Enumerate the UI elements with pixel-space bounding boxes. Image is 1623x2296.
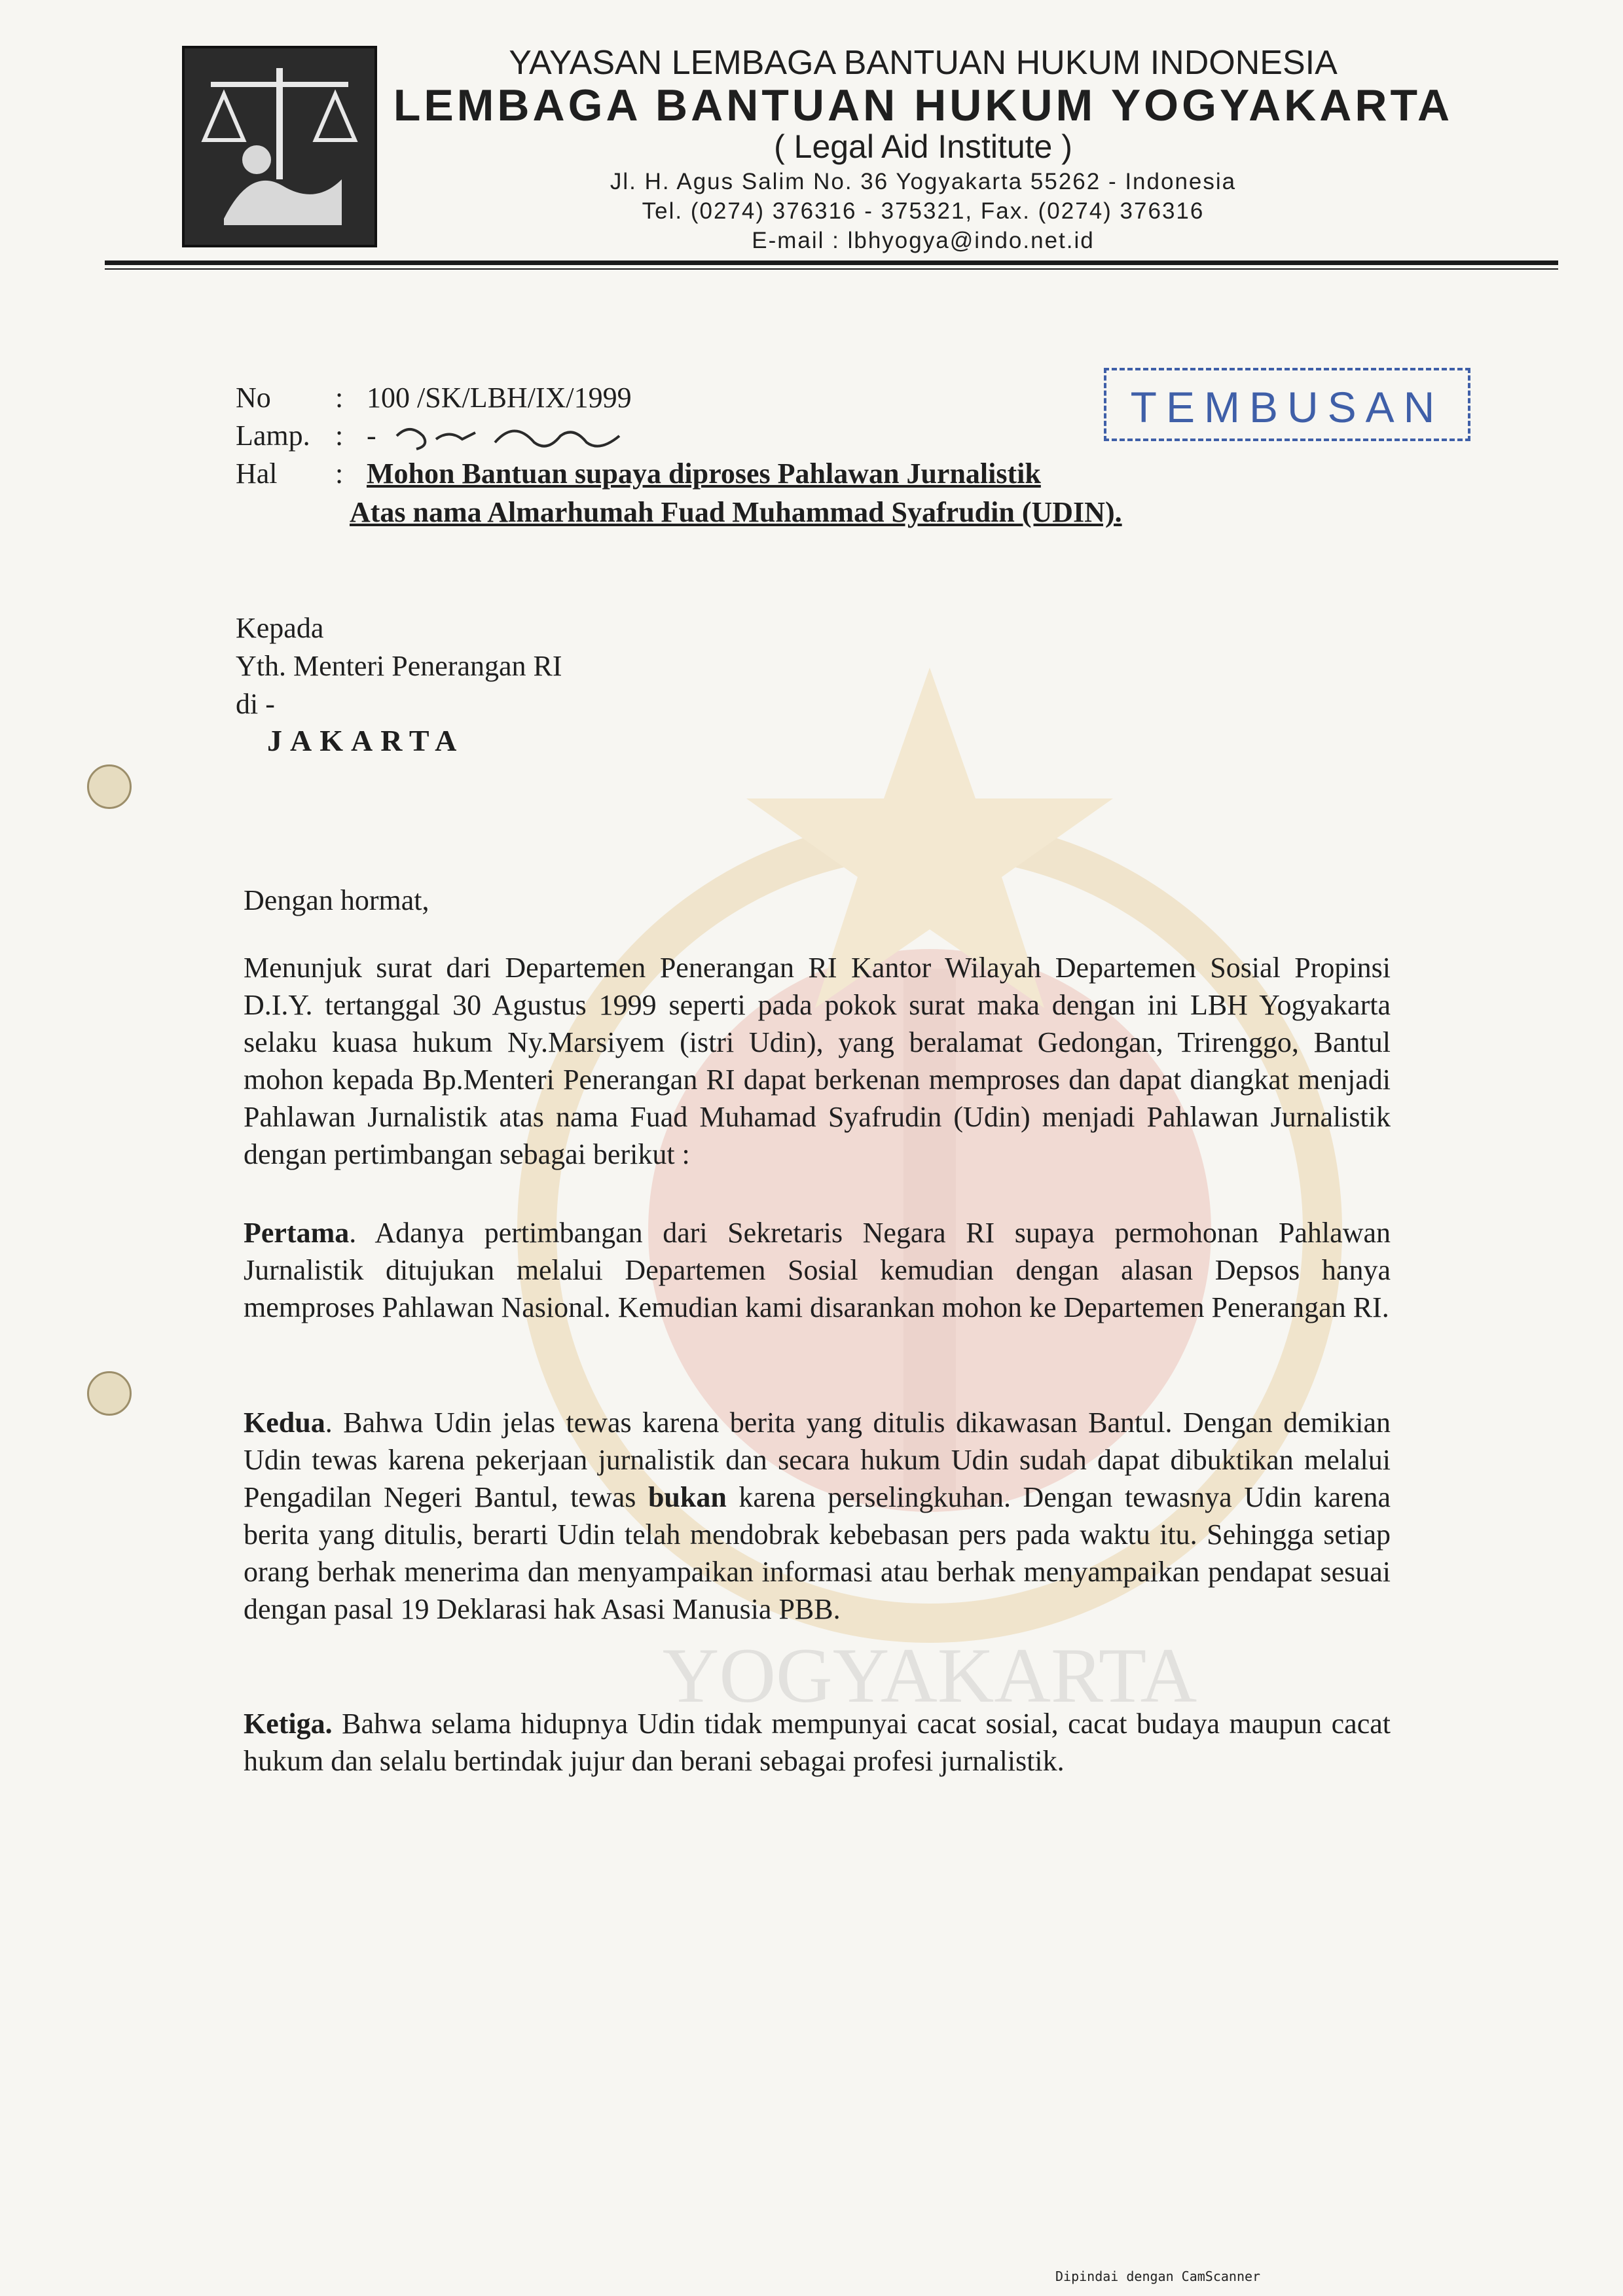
subject-row <box>0 457 1623 496</box>
point-two-emphasis: bukan <box>647 1481 727 1513</box>
attachment-colon: : <box>335 420 344 452</box>
institution-phone: Tel. (0274) 376316 - 375321, Fax. (0274) 376316 <box>642 198 1205 224</box>
watermark-text: YOGYAKARTA <box>662 1632 1197 1719</box>
institution-address: Jl. H. Agus Salim No. 36 Yogyakarta 55262 - Indonesia <box>610 169 1237 194</box>
addressee-city: JAKARTA <box>267 724 465 757</box>
addressee-kepada: Kepada <box>236 612 324 644</box>
subject-row-2 <box>350 495 1122 529</box>
attachment-value: - <box>367 420 376 452</box>
number-colon: : <box>335 382 344 414</box>
addressee-di: di - <box>236 688 275 720</box>
subject-label: Hal <box>236 457 278 490</box>
header-rule-thin <box>105 268 1558 270</box>
greeting: Dengan hormat, <box>244 884 429 916</box>
institution-email: E-mail : lbhyogya@indo.net.id <box>752 228 1095 253</box>
point-two-paragraph <box>244 1404 1391 1628</box>
header-rule <box>105 260 1558 265</box>
attachment-label: Lamp. <box>236 420 310 452</box>
number-label: No <box>236 382 271 414</box>
point-one-text: . Adanya pertimbangan dari Sekretaris Negara RI supaya permohonan Pahlawan Jurnalistik ditujukan melalui Departemen Sosial kemudian dengan alasan Depsos hanya memproses Pahlawan Nasional. Kemudian kami disarankan mohon ke Departemen Penerangan RI. <box>244 1217 1391 1323</box>
tembusan-stamp: TEMBUSAN <box>1104 368 1470 441</box>
org-name: YAYASAN LEMBAGA BANTUAN HUKUM INDONESIA <box>509 44 1338 82</box>
attachment-row <box>0 419 1623 458</box>
subject-line-1: Mohon Bantuan supaya diproses Pahlawan Jurnalistik <box>367 457 1041 490</box>
point-two-text-a: . Bahwa Udin jelas tewas karena berita yang ditulis dikawasan Bantul. Dengan demikian Udin tewas karena pekerjaan jurnalistik dan secara hukum Udin sudah dapat dibuktikan melalui Pengadilan Negeri Bantul, tewas <box>244 1407 1391 1513</box>
addressee-name: Yth. Menteri Penerangan RI <box>236 650 562 682</box>
handwritten-annotation <box>364 416 665 456</box>
intro-paragraph: Menunjuk surat dari Departemen Penerangan RI Kantor Wilayah Departemen Sosial Propinsi D.I.Y. tertanggal 30 Agustus 1999 seperti pada pokok surat maka dengan ini LBH Yogyakarta selaku kuasa hukum Ny.Marsiyem (istri Udin), yang beralamat Gedongan, Trirenggo, Bantul mohon kepada Bp.Menteri Penerangan RI dapat berkenan memproses dan dapat diangkat menjadi Pahlawan Jurnalistik atas nama Fuad Muhamad Syafrudin (Udin) menjadi Pahlawan Jurnalistik dengan pertimbangan sebagai berikut : <box>244 952 1391 1170</box>
letter-number-row <box>0 381 1623 420</box>
punch-hole <box>87 764 132 809</box>
point-one-paragraph <box>244 1214 1391 1326</box>
subject-line-2: Atas nama Almarhumah Fuad Muhammad Syafrudin (UDIN). <box>350 496 1122 528</box>
point-three-paragraph <box>244 1705 1391 1780</box>
point-two-label: Kedua <box>244 1407 325 1439</box>
number-value: 100 /SK/LBH/IX/1999 <box>367 382 632 414</box>
point-three-text: Bahwa selama hidupnya Udin tidak mempunyai cacat sosial, cacat budaya maupun cacat hukum dan selalu bertindak jujur dan berani sebagai profesi jurnalistik. <box>244 1708 1391 1777</box>
lbh-logo <box>182 46 377 247</box>
subject-colon: : <box>335 457 344 490</box>
point-two-text-b: karena perselingkuhan. Dengan tewasnya Udin karena berita yang ditulis, berarti Udin telah mendobrak kebebasan pers pada waktu itu. Sehingga setiap orang berhak menerima dan menyampaikan informasi atau berhak menyampaikan pendapat sesuai dengan pasal 19 Deklarasi hak Asasi Manusia PBB. <box>244 1481 1391 1625</box>
scanner-note: Dipindai dengan CamScanner <box>1055 2269 1261 2284</box>
institution-subtitle: ( Legal Aid Institute ) <box>774 128 1072 165</box>
institution-name: LEMBAGA BANTUAN HUKUM YOGYAKARTA <box>393 81 1453 130</box>
point-one-label: Pertama <box>244 1217 350 1249</box>
punch-hole <box>87 1371 132 1416</box>
point-three-label: Ketiga. <box>244 1708 333 1740</box>
